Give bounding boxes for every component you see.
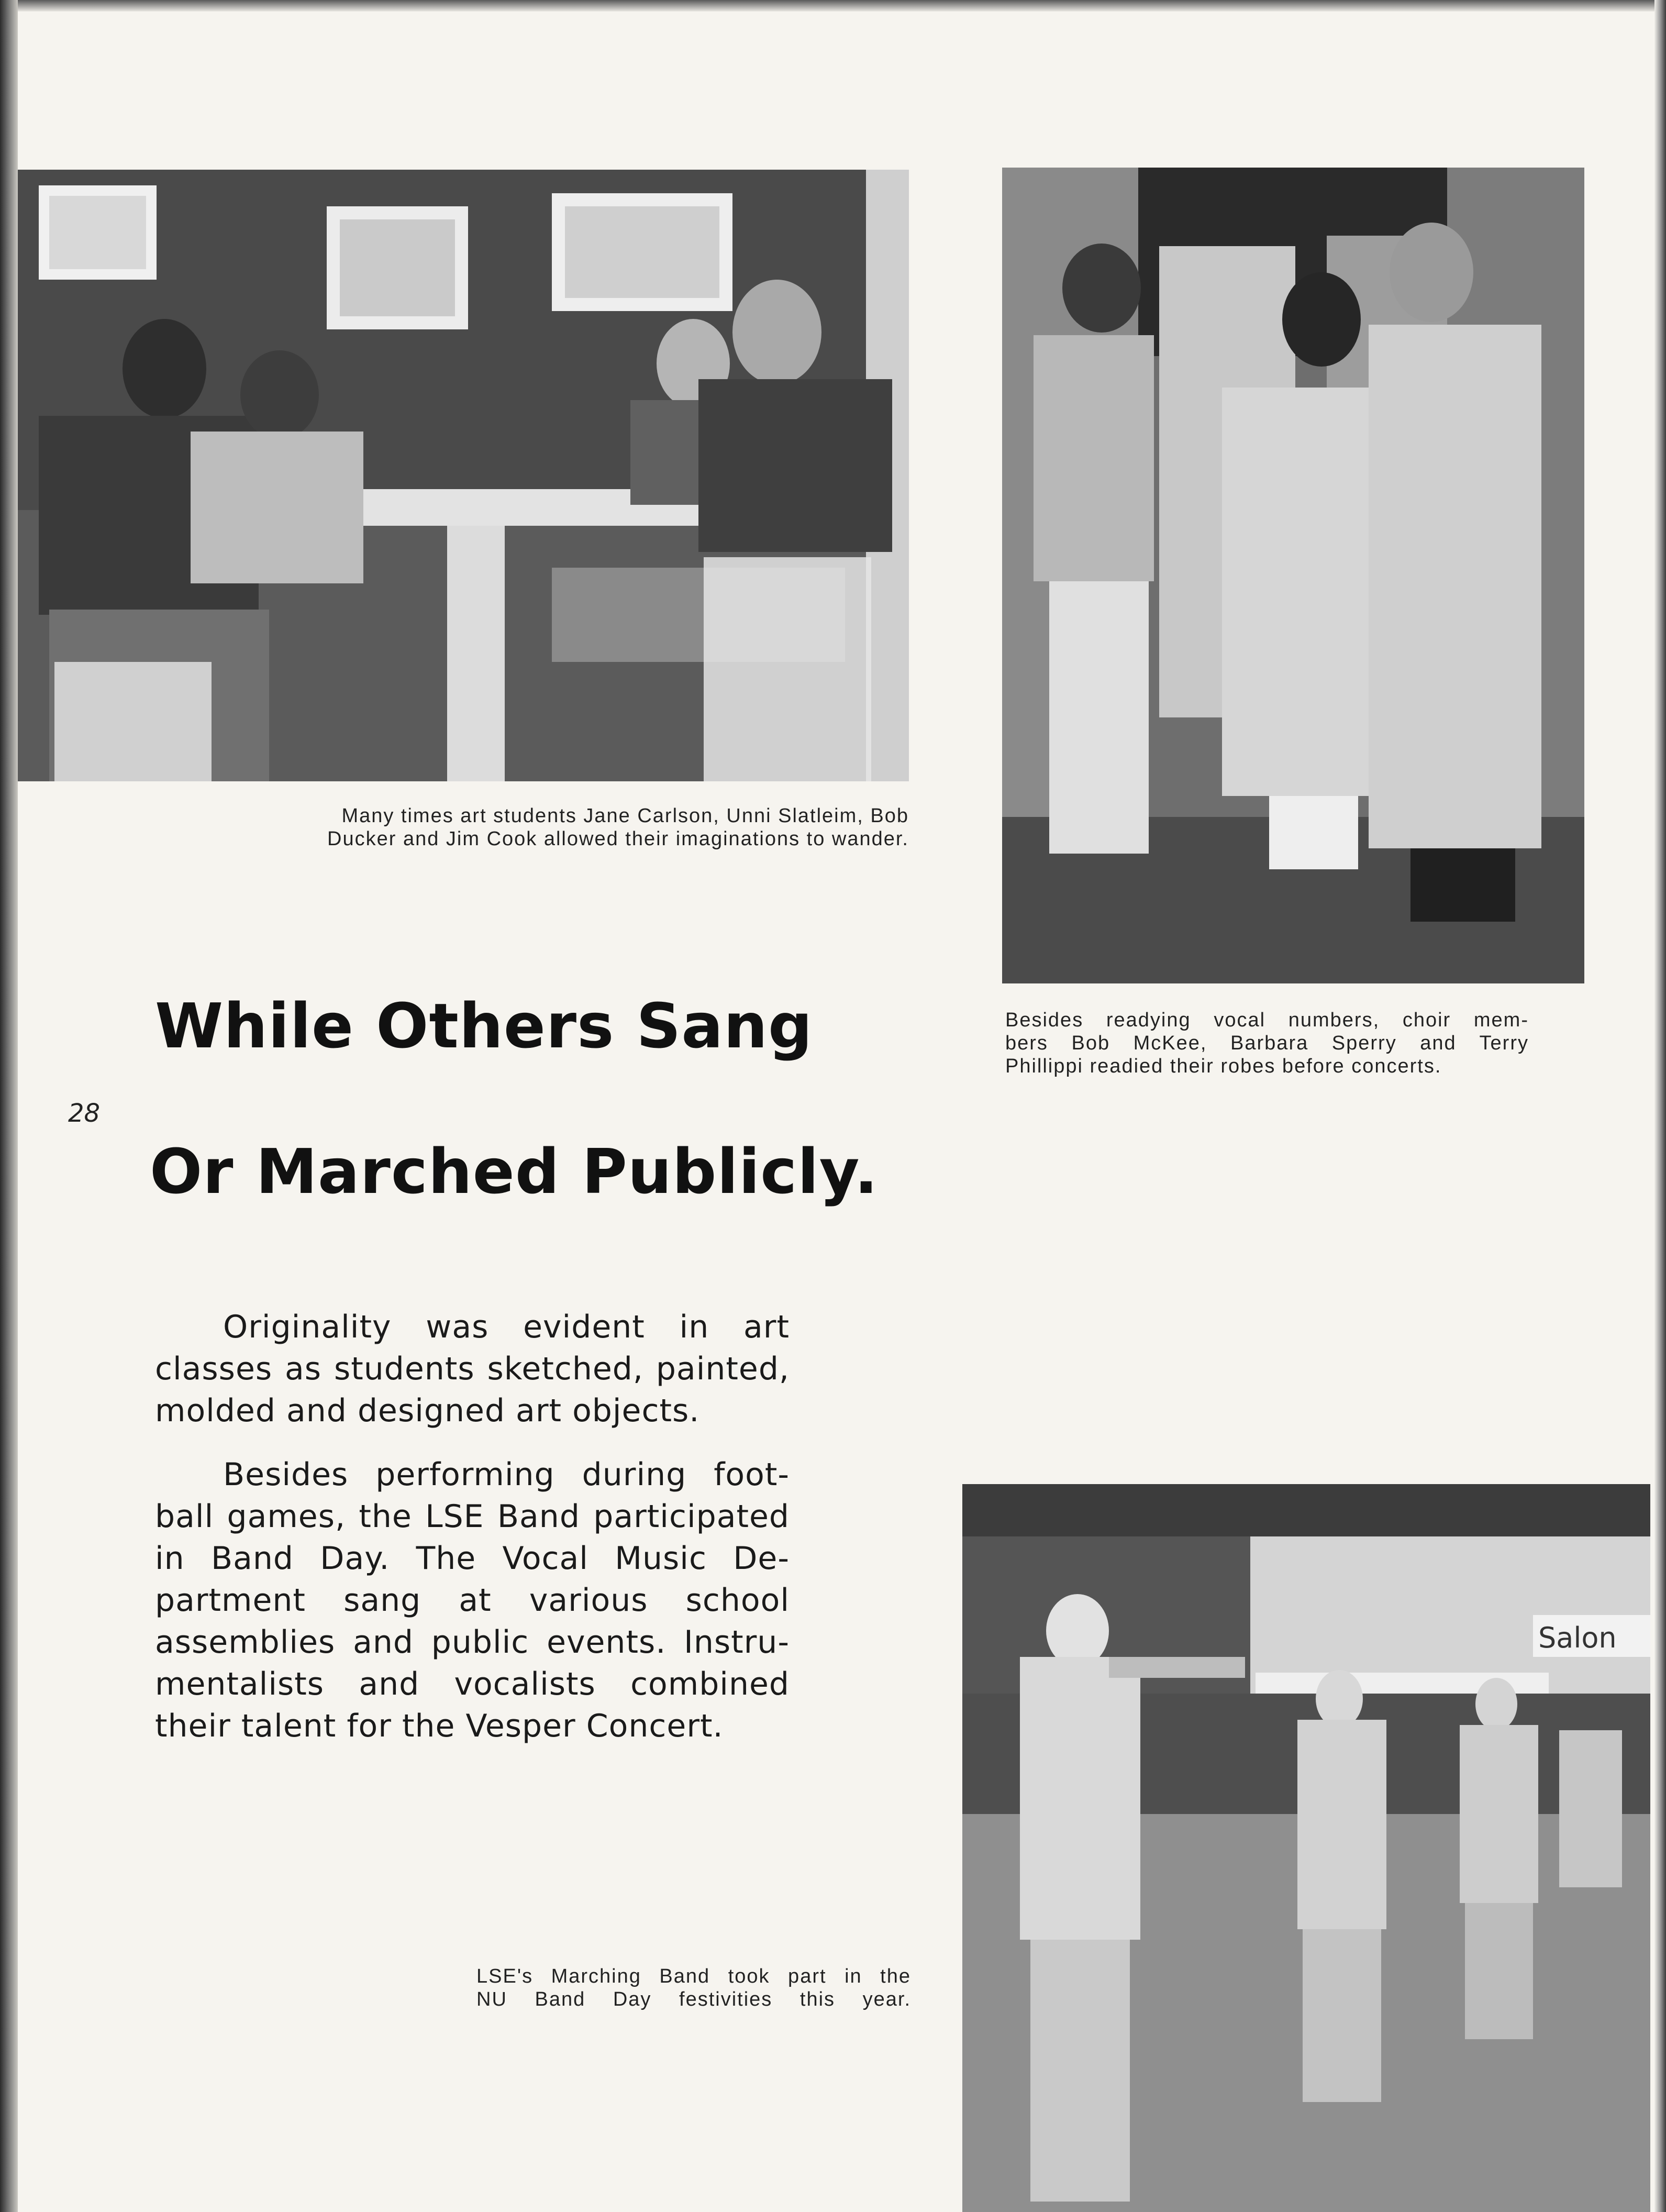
choir-caption-line2: bers Bob McKee, Barbara Sperry and Terry [1005,1032,1529,1054]
choir-caption-line1: Besides readying vocal numbers, choir mem- [1005,1009,1529,1031]
art-class-caption-line1: Many times art students Jane Carlson, Unni Slatleim, Bob [341,805,909,827]
page-number: 28 [68,1099,101,1128]
marching-band-photo [962,1484,1650,2212]
salon-sign-text: Salon [1538,1621,1617,1654]
art-class-caption-line2: Ducker and Jim Cook allowed their imaginations to wander. [327,828,909,850]
page-top-edge [0,0,1666,12]
page-binding-left [0,0,18,2212]
headline-line1: While Others Sang [155,990,813,1062]
body-paragraph-1-text: Originality was evident in art classes as students sketched, painted, molded and designed art objects. [155,1309,790,1429]
body-paragraph-2-text: Besides performing during foot-ball games, the LSE Band participated in Band Day. The Vocal Music De-partment sang at various school assemblies and public events. Instru-mentalists and vocalists combined their talent for the Vesper Concert. [155,1456,790,1744]
body-paragraph-1 [155,1306,790,1432]
body-paragraph-2 [155,1454,790,1747]
choir-robes-photo [1002,168,1584,983]
art-class-photo [18,170,909,781]
band-caption-line2: NU Band Day festivities this year. [476,1988,911,2010]
choir-caption-line3: Phillippi readied their robes before concerts. [1005,1055,1442,1077]
headline-line2: Or Marched Publicly. [150,1135,879,1208]
page-binding-right [1654,0,1666,2212]
band-caption-line1: LSE's Marching Band took part in the [476,1965,911,1987]
